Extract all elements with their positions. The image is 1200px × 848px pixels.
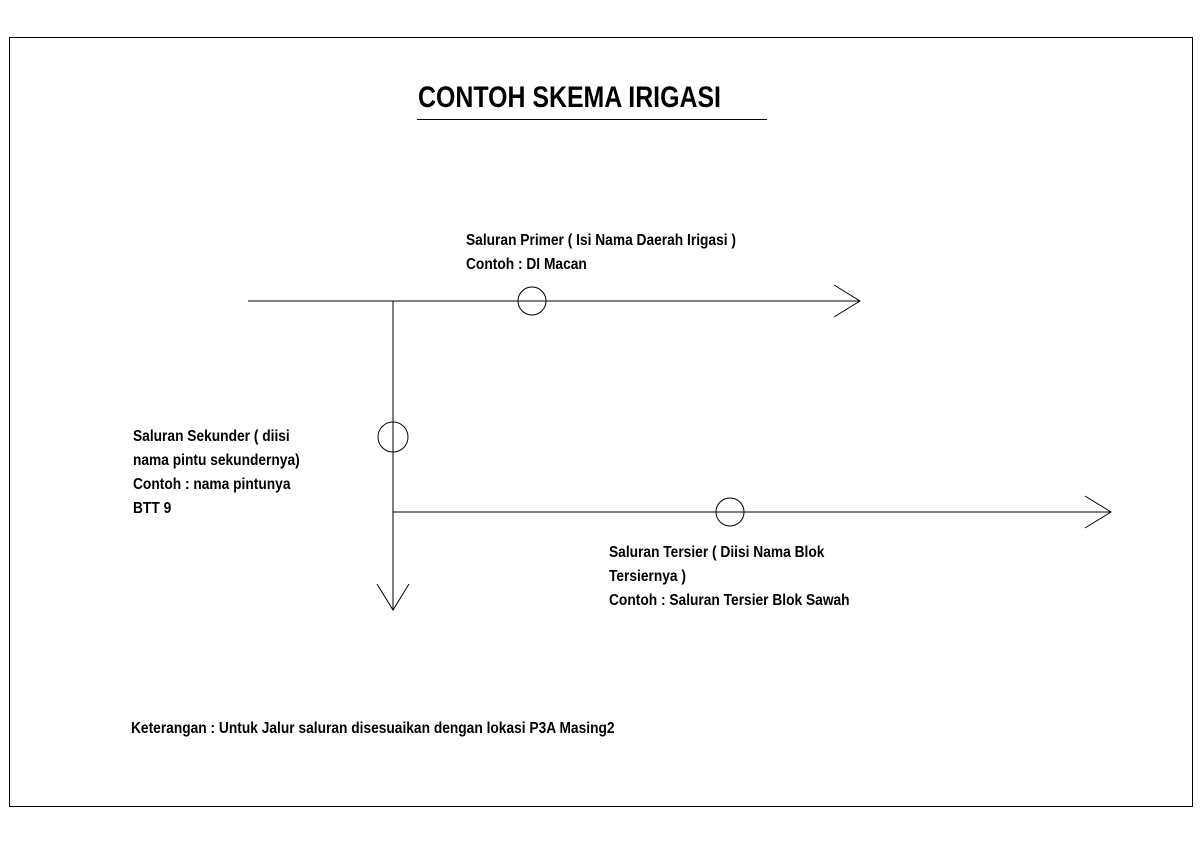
secondary-label-line-4: BTT 9 [133,500,172,517]
diagram-title: CONTOH SKEMA IRIGASI [418,81,721,114]
primary-label-line-2: Contoh : DI Macan [466,256,587,273]
note-text: Keterangan : Untuk Jalur saluran disesuaikan dengan lokasi P3A Masing2 [131,720,615,737]
secondary-label-line-3: Contoh : nama pintunya [133,476,291,493]
primary-label-line-1: Saluran Primer ( Isi Nama Daerah Irigasi ) [466,232,736,249]
secondary-label-line-1: Saluran Sekunder ( diisi [133,428,290,445]
primary-label [466,229,736,277]
tertiary-label [609,541,850,613]
secondary-label-line-2: nama pintu sekundernya) [133,452,300,469]
tertiary-label-line-3: Contoh : Saluran Tersier Blok Sawah [609,592,850,609]
secondary-label [133,425,300,521]
tertiary-label-line-2: Tersiernya ) [609,568,686,585]
tertiary-label-line-1: Saluran Tersier ( Diisi Nama Blok [609,544,825,561]
